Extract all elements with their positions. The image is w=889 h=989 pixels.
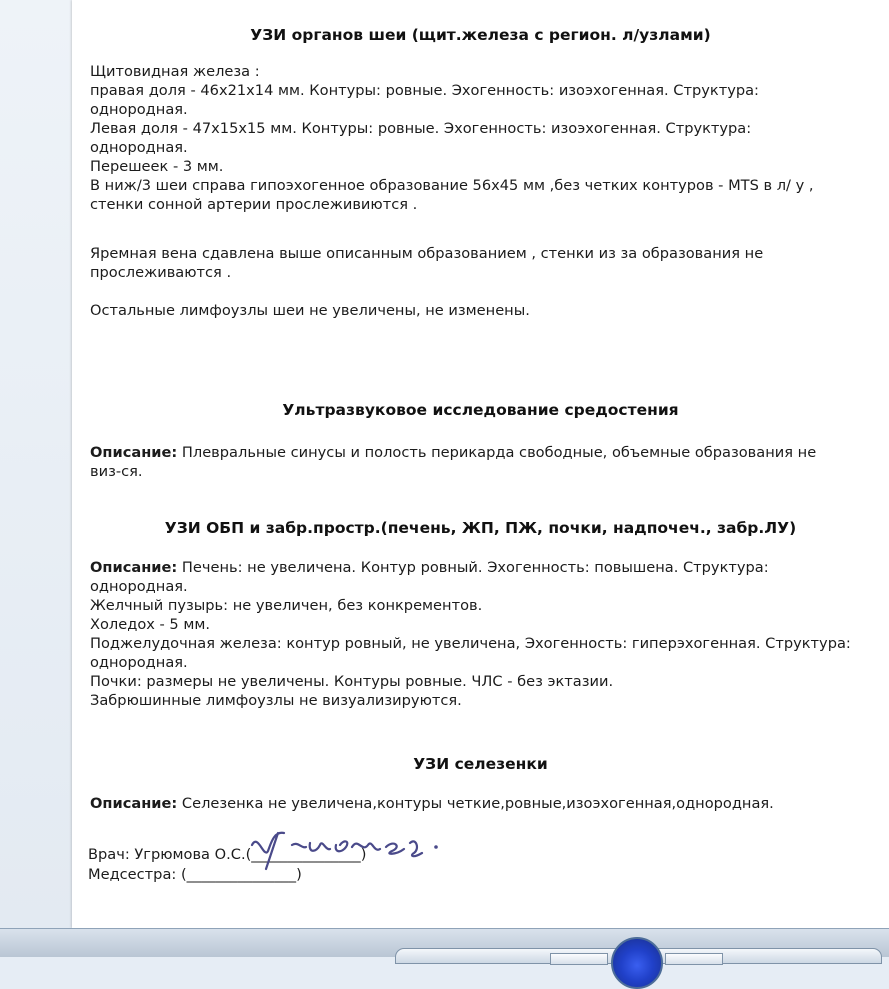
abdomen-line: однородная. [90,654,188,671]
abdomen-line: Поджелудочная железа: контур ровный, не увеличена, Эхогенность: гиперэхогенная. Структура: [90,635,851,652]
neck-line: Левая доля - 47x15x15 мм. Контуры: ровные. Эхогенность: изоэхогенная. Структура: [90,120,752,137]
neck-line: однородная. [90,139,188,156]
description-label: Описание: [90,559,178,576]
taskbar-right-button[interactable] [665,953,723,965]
taskbar-left-button[interactable] [550,953,608,965]
neck-line: стенки сонной артерии прослеживиются . [90,196,418,213]
neck-lymph-note: Остальные лимфоузлы шеи не увеличены, не изменены. [90,302,530,319]
neck-line: Яремная вена сдавлена выше описанным образованием , стенки из за образования не [90,245,764,262]
neck-jugular-note [90,244,870,282]
abdomen-line: Желчный пузырь: не увеличен, без конкрементов. [90,597,483,614]
start-orb-icon[interactable] [611,937,663,989]
spleen-section-title: УЗИ селезенки [413,755,548,773]
mediastinum-section-title: Ультразвуковое исследование средостения [282,401,679,419]
mediastinum-line: Плевральные синусы и полость перикарда свободные, объемные образования не [181,444,817,461]
mediastinum-findings [90,443,870,481]
mediastinum-line: виз-ся. [90,463,143,480]
abdomen-line: Почки: размеры не увеличены. Контуры ровные. ЧЛС - без эктазии. [90,673,614,690]
taskbar [0,928,889,957]
spleen-line: Селезенка не увеличена,контуры четкие,ровные,изоэхогенная,однородная. [181,795,774,812]
neck-findings [90,62,870,214]
neck-line: однородная. [90,101,188,118]
description-label: Описание: [90,444,178,461]
neck-line: прослеживаются . [90,264,232,281]
doctor-signature-line: Врач: Угрюмова О.С.(_______________) [88,846,367,863]
abdomen-section-title: УЗИ ОБП и забр.простр.(печень, ЖП, ПЖ, почки, надпочеч., забр.ЛУ) [164,519,797,537]
spleen-findings [90,794,870,813]
neck-line: правая доля - 46x21x14 мм. Контуры: ровные. Эхогенность: изоэхогенная. Структура: [90,82,759,99]
description-label: Описание: [90,795,178,812]
neck-line: В ниж/3 шеи справа гипоэхогенное образование 56x45 мм ,без четких контуров - MTS в л/ у , [90,177,814,194]
abdomen-line: Холедох - 5 мм. [90,616,211,633]
abdomen-line: Печень: не увеличена. Контур ровный. Эхогенность: повышена. Структура: [181,559,769,576]
abdomen-line: Забрюшинные лимфоузлы не визуализируются. [90,692,462,709]
neck-section-title: УЗИ органов шеи (щит.железа с регион. л/узлами) [250,26,711,44]
handwritten-signature-icon [244,823,464,873]
abdomen-findings [90,558,870,710]
nurse-signature-line: Медсестра: (_______________) [88,866,302,883]
neck-line: Перешеек - 3 мм. [90,158,224,175]
abdomen-line: однородная. [90,578,188,595]
document-page [72,0,889,928]
neck-line: Щитовидная железа : [90,63,260,80]
